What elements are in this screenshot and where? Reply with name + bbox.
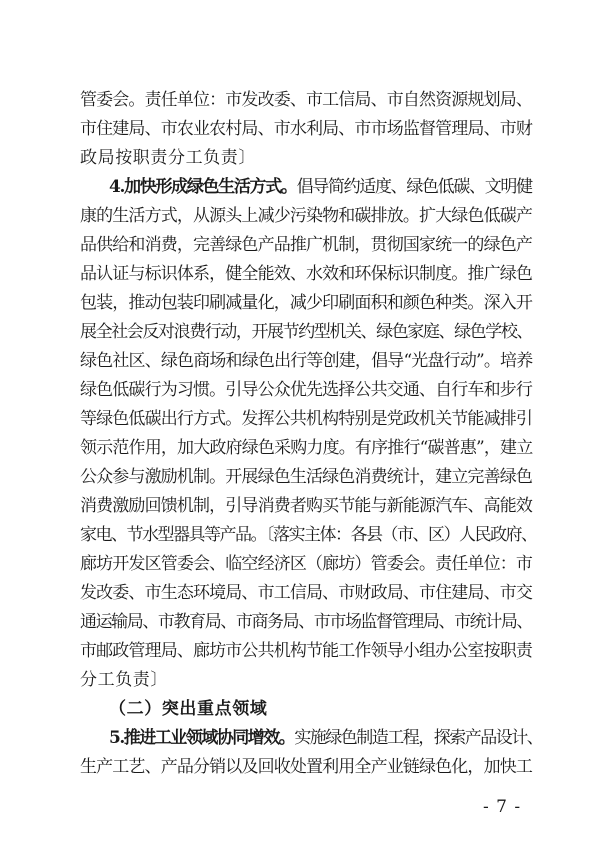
- text-line: 品认证与标识体系，健全能效、水效和环保标识制度。推广绿色: [80, 264, 532, 284]
- text-line: 政局按职责分工负责〕: [80, 148, 256, 168]
- text-line: 通运输局、市教育局、市商务局、市市场监督管理局、市统计局、: [80, 612, 532, 632]
- text-line: 绿色低碳行为习惯。引导公众优先选择公共交通、自行车和步行: [80, 380, 532, 400]
- text-line: 等绿色低碳出行方式。发挥公共机构特别是党政机关节能减排引: [80, 409, 532, 429]
- text-line: 包装，推动包装印刷减量化，减少印刷面积和颜色种类。深入开: [80, 293, 532, 313]
- text-line: 家电、节水型器具等产品。〔落实主体：各县（市、区）人民政府、: [80, 525, 537, 545]
- text-line: 康的生活方式，从源头上减少污染物和碳排放。扩大绿色低碳产: [80, 206, 532, 226]
- text-line: 市邮政管理局、廊坊市公共机构节能工作领导小组办公室按职责: [80, 641, 532, 661]
- text-span: 实施绿色制造工程，探索产品设计、: [294, 728, 543, 748]
- text-line: 发改委、市生态环境局、市工信局、市财政局、市住建局、市交: [80, 583, 532, 603]
- text-line: 展全社会反对浪费行动，开展节约型机关、绿色家庭、绿色学校、: [80, 322, 532, 342]
- paragraph-first-line: [109, 175, 532, 199]
- page-number: - 7 -: [483, 797, 522, 817]
- text-line: 廊坊开发区管委会、临空经济区（廊坊）管委会。责任单位：市: [80, 554, 532, 574]
- paragraph-first-line: [109, 726, 542, 750]
- text-line: 分工负责〕: [80, 670, 168, 690]
- text-line: 领示范作用，加大政府绿色采购力度。有序推行“碳普惠”，建立: [80, 438, 533, 458]
- text-line: 绿色社区、绿色商场和绿色出行等创建，倡导“光盘行动”。培养: [80, 351, 533, 371]
- text-line: 品供给和消费，完善绿色产品推广机制，贯彻国家统一的绿色产: [80, 235, 532, 255]
- item-heading: 5.推进工业领域协同增效。: [109, 728, 295, 748]
- text-line: 消费激励回馈机制，引导消费者购买节能与新能源汽车、高能效: [80, 496, 532, 516]
- section-heading: （二）突出重点领域: [109, 699, 268, 719]
- text-line: 管委会。责任单位：市发改委、市工信局、市自然资源规划局、: [80, 90, 532, 110]
- text-line: 生产工艺、产品分销以及回收处置利用全产业链绿色化，加快工: [80, 757, 532, 777]
- text-line: 公众参与激励机制。开展绿色生活绿色消费统计，建立完善绿色: [80, 467, 532, 487]
- text-span: 倡导简约适度、绿色低碳、文明健: [296, 177, 532, 197]
- text-line: 市住建局、市农业农村局、市水利局、市市场监督管理局、市财: [80, 119, 532, 139]
- item-heading: 4.加快形成绿色生活方式。: [109, 177, 297, 197]
